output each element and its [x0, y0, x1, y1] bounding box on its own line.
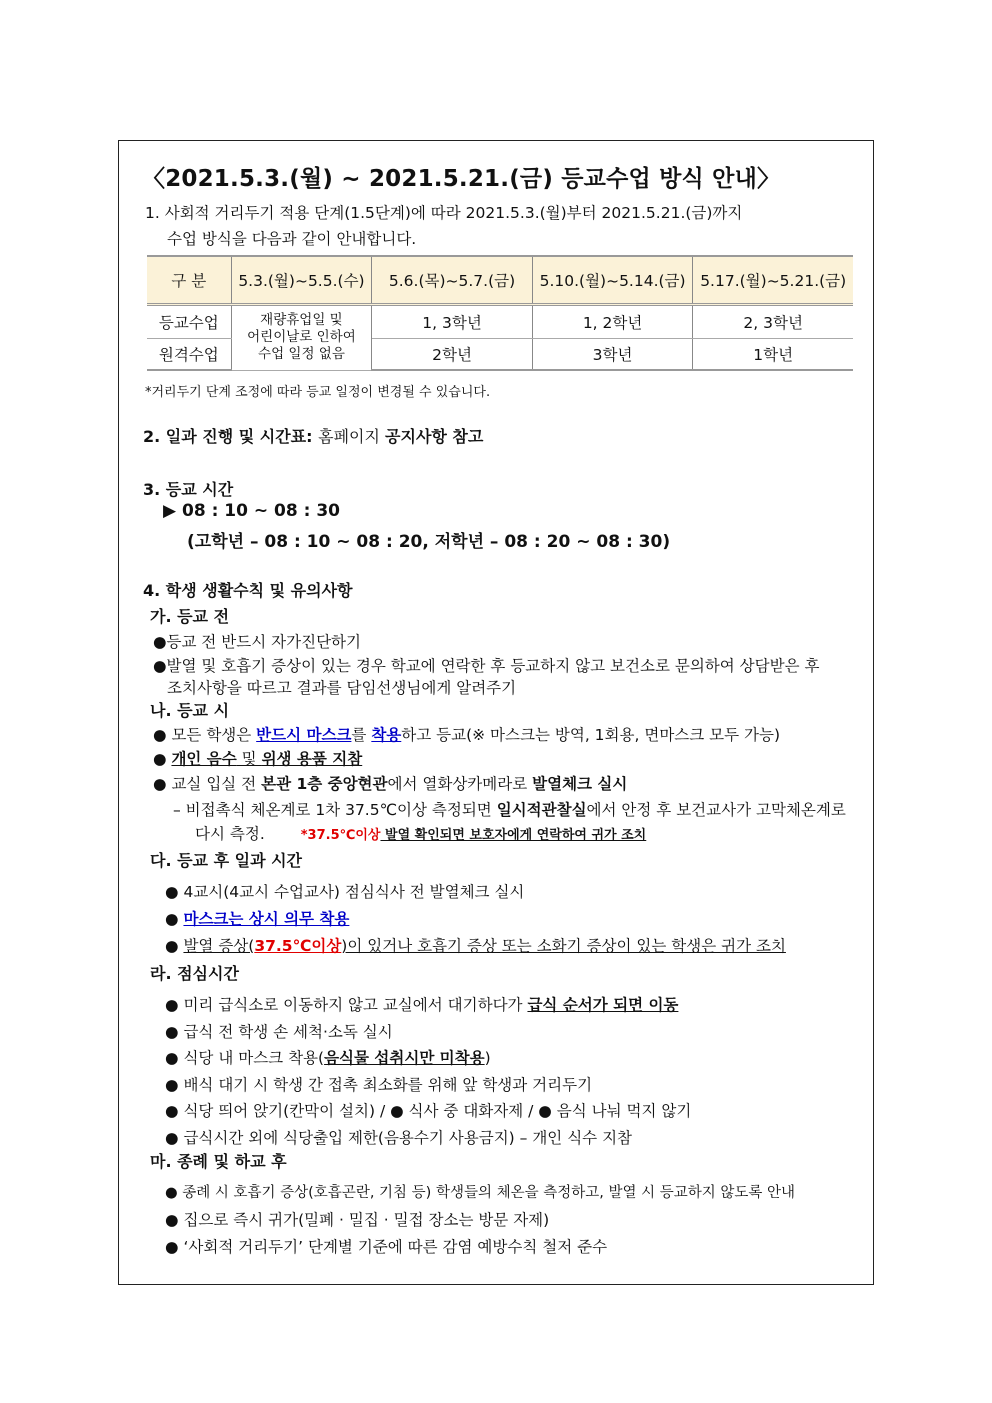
list-item: ● 급식시간 외에 식당출입 제한(음용수기 사용금지) – 개인 식수 지참 — [165, 1129, 633, 1147]
schedule-table — [147, 255, 853, 371]
text: 에서 안정 후 보건교사가 고막체온계로 — [586, 801, 846, 819]
table-cell: 1, 3학년 — [372, 305, 533, 339]
row-label: 원격수업 — [147, 339, 231, 371]
section-4-heading: 4. 학생 생활수칙 및 유의사항 — [143, 581, 353, 600]
text: 다시 측정. — [195, 825, 265, 843]
school-time: ▶ 08 : 10 ~ 08 : 30 — [163, 501, 340, 521]
list-item — [153, 772, 627, 794]
list-item: ● 배식 대기 시 학생 간 접촉 최소화를 위해 앞 학생과 거리두기 — [165, 1076, 593, 1094]
section-2-bold: 공지사항 참고 — [385, 427, 484, 446]
schedule-header-row — [147, 256, 853, 305]
text: )이 있거나 호흡기 증상 또는 소화기 증상이 있는 학생은 귀가 조치 — [341, 937, 786, 955]
table-cell: 1, 2학년 — [532, 305, 693, 339]
subsection-ga: 가. 등교 전 — [150, 607, 230, 626]
list-item — [173, 798, 846, 820]
table-cell: 1학년 — [693, 339, 853, 371]
text: 에서 열화상카메라로 — [387, 775, 533, 793]
emphasis: 일시적관찰실 — [496, 801, 587, 819]
list-item: ●등교 전 반드시 자가진단하기 — [153, 633, 361, 651]
text: ● 교실 입실 전 — [153, 775, 262, 793]
text: 하고 등교(※ 마스크는 방역, 1회용, 면마스크 모두 가능) — [401, 726, 781, 744]
school-time-detail: (고학년 – 08 : 10 ~ 08 : 20, 저학년 – 08 : 20 ~ 08 : 30) — [187, 532, 671, 552]
header-period-4: 5.17.(월)~5.21.(금) — [693, 256, 853, 305]
list-item: ●발열 및 호흡기 증상이 있는 경우 학교에 연락한 후 등교하지 않고 보건소로 문의하여 상담받은 후 — [153, 657, 820, 675]
subsection-ma: 마. 종례 및 하교 후 — [150, 1152, 287, 1171]
list-item — [165, 934, 786, 956]
list-item — [165, 1046, 491, 1068]
table-note: *거리두기 단계 조정에 따라 등교 일정이 변경될 수 있습니다. — [145, 385, 491, 400]
merged-line: 수업 일정 없음 — [258, 346, 345, 363]
intro-line-1: 1. 사회적 거리두기 적용 단계(1.5단계)에 따라 2021.5.3.(월)부터 2021.5.21.(금)까지 — [145, 204, 743, 222]
text: – 비접촉식 체온계로 1차 37.5℃이상 측정되면 — [173, 801, 497, 819]
header-category: 구 분 — [147, 256, 231, 305]
text: ● 미리 급식소로 이동하지 않고 교실에서 대기하다가 — [165, 996, 528, 1014]
emphasis: 발열체크 실시 — [532, 775, 628, 793]
list-item-cont: 조치사항을 따르고 결과를 담임선생님에게 알려주기 — [167, 679, 517, 697]
merged-line: 어린이날로 인하여 — [247, 329, 356, 346]
list-item: ● 4교시(4교시 수업교사) 점심식사 전 발열체크 실시 — [165, 883, 525, 901]
list-item — [165, 907, 349, 929]
table-cell: 2, 3학년 — [693, 305, 853, 339]
list-item — [153, 723, 780, 745]
header-period-1: 5.3.(월)~5.5.(수) — [231, 256, 372, 305]
text: 발열 증상( — [183, 937, 255, 955]
subsection-na: 나. 등교 시 — [150, 701, 230, 720]
list-item: ● 집으로 즉시 귀가(밀폐 · 밀집 · 밀접 장소는 방문 자제) — [165, 1211, 550, 1229]
text: ● — [165, 937, 184, 955]
subsection-da: 다. 등교 후 일과 시간 — [150, 851, 303, 870]
section-3-heading: 3. 등교 시간 — [143, 480, 234, 499]
header-period-3: 5.10.(월)~5.14.(금) — [532, 256, 693, 305]
text: 및 — [236, 750, 262, 768]
emphasis: 개인 음수 — [171, 750, 237, 768]
row-label: 등교수업 — [147, 305, 231, 339]
emphasis: 발열 확인되면 보호자에게 연락하여 귀가 조치 — [380, 828, 647, 843]
list-item: ● ‘사회적 거리두기’ 단계별 기준에 따른 감염 예방수칙 철저 준수 — [165, 1238, 608, 1256]
merged-line: 재량휴업일 및 — [260, 312, 343, 329]
merged-cell-no-class — [231, 305, 372, 371]
text: ) — [484, 1049, 491, 1067]
section-2-text: 홈페이지 — [318, 427, 386, 446]
text: ● 모든 학생은 — [153, 726, 257, 744]
emphasis: 본관 1층 중앙현관 — [261, 775, 388, 793]
wear-emphasis: 착용 — [371, 726, 402, 744]
emphasis: 마스크는 상시 의무 착용 — [183, 910, 350, 928]
fever-threshold: *37.5℃이상 — [300, 828, 381, 843]
section-2-heading: 2. 일과 진행 및 시간표: — [143, 427, 319, 446]
text: ● 식당 내 마스크 착용( — [165, 1049, 325, 1067]
table-row — [147, 305, 853, 339]
list-item-cont — [195, 822, 646, 844]
text: 를 — [351, 726, 372, 744]
table-cell: 3학년 — [532, 339, 693, 371]
page-title: 〈2021.5.3.(월) ~ 2021.5.21.(금) 등교수업 방식 안내〉 — [142, 166, 781, 192]
header-period-2: 5.6.(목)~5.7.(금) — [372, 256, 533, 305]
text: ● — [153, 750, 172, 768]
emphasis: 급식 순서가 되면 이동 — [527, 996, 679, 1014]
subsection-ra: 라. 점심시간 — [150, 964, 239, 983]
mask-emphasis: 반드시 마스크 — [256, 726, 352, 744]
list-item — [153, 747, 362, 769]
list-item: ● 식당 띄어 앉기(칸막이 설치) / ● 식사 중 대화자제 / ● 음식 나눠 먹지 않기 — [165, 1102, 692, 1120]
emphasis: 위생 용품 지참 — [261, 750, 363, 768]
emphasis: 음식물 섭취시만 미착용 — [324, 1049, 485, 1067]
fever-threshold: 37.5℃이상 — [254, 937, 342, 955]
text: ● — [165, 910, 184, 928]
list-item: ● 종례 시 호흡기 증상(호흡곤란, 기침 등) 학생들의 체온을 측정하고, 발열 시 등교하지 않도록 안내 — [165, 1185, 795, 1201]
intro-line-2: 수업 방식을 다음과 같이 안내합니다. — [167, 230, 417, 248]
section-2 — [143, 424, 483, 447]
list-item — [165, 993, 678, 1015]
table-cell: 2학년 — [372, 339, 533, 371]
list-item: ● 급식 전 학생 손 세척·소독 실시 — [165, 1023, 393, 1041]
